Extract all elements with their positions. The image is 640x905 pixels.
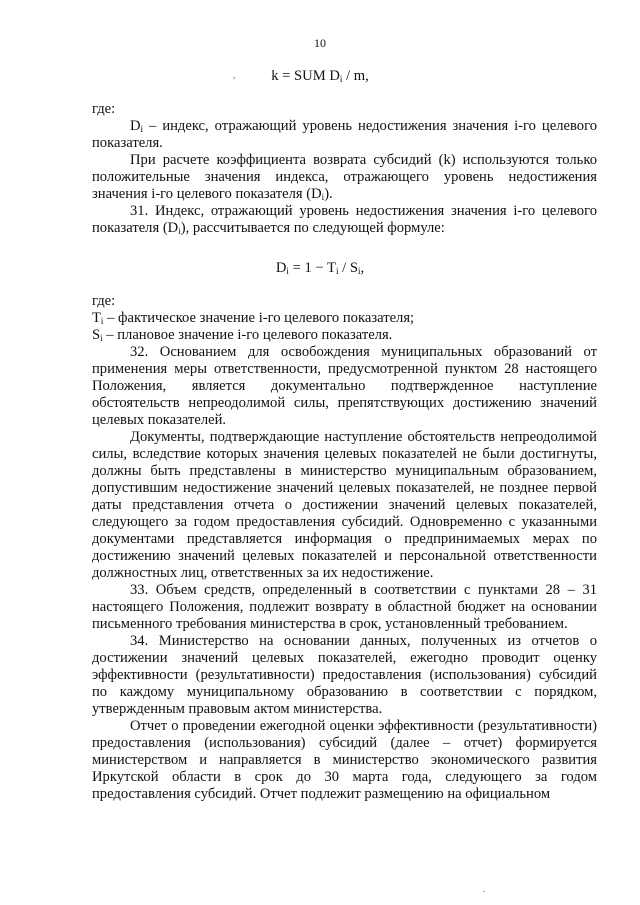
scan-speck: . (483, 884, 486, 894)
definition-d-text: – индекс, отражающий уровень недостижения значения i-го целевого показателя. (92, 118, 597, 151)
symbol-d-sub: i (140, 124, 144, 134)
page-number: 10 (314, 36, 326, 50)
paragraph-34: 34. Министерство на основании данных, полученных из отчетов о достижении значений целевых показателей, ежегодно проводит оценку эффективности (результативности) предоставления (использования) субсидий по каждому муниципальному образованию в соответствии с порядком, утвержденным правовым актом министерства. (92, 633, 597, 717)
symbol-d: D (130, 118, 141, 134)
paragraph-k-text: При расчете коэффициента возврата субсидий (k) используются только положительные значения индекса, отражающего уровень недостижения значения i-го целевого показателя (D (92, 152, 597, 202)
formula-d-lhs-sub: i (286, 266, 289, 276)
paragraph-k-sub: i (321, 192, 325, 202)
paragraph-33: 33. Объем средств, определенный в соответствии с пунктами 28 – 31 настоящего Положения, подлежит возврату в областной бюджет на основании письменного требования министерства в срок, установленный требованием. (92, 582, 597, 632)
paragraph-report: Отчет о проведении ежегодной оценки эффективности (результативности) предоставления (использования) субсидий (далее – отчет) формируется министерством и направляется в министерство экономического развития Иркутской области в срок до 30 марта года, следующего за годом предоставления субсидий. Отчет подлежит размещению на официальном (92, 718, 597, 802)
symbol-t-sub: i (100, 316, 104, 326)
paragraph-documents: Документы, подтверждающие наступление обстоятельств непреодолимой силы, вследствие которых значения целевых показателей не были достигнуты, должны быть представлены в министерство муниципальным образованием, допустившим недостижение значений целевых показателей, не позднее первой даты представления отчета о достижении значений целевых показателей, следующего за годом предоставления субсидий. Одновременно с указанными документами представляется информация о предпринимаемых мерах по достижению значений целевых показателей и персональной ответственности должностных лиц, ответственных за их недостижение. (92, 429, 597, 581)
paragraph-31-sub: i (178, 226, 181, 236)
paragraph-k-end: ). (324, 186, 333, 202)
symbol-s-sub: i (100, 333, 103, 343)
text-block-1 (92, 101, 597, 237)
formula-d-lhs: D (275, 260, 287, 276)
paragraph-32: 32. Основанием для освобождения муниципальных образований от применения меры ответственности, предусмотренной пунктом 28 настоящего Положения, является документально подтвержденное наступление обстоятельств непреодолимой силы, препятствующих достижению значений целевых показателей. (92, 344, 597, 428)
paragraph-31 (92, 203, 597, 237)
where-label-1: где: (92, 101, 116, 117)
definition-s (92, 327, 597, 344)
symbol-s: S (92, 327, 101, 343)
formula-d-t-sub: i (335, 266, 339, 276)
formula-d-s-sub: i (357, 266, 361, 276)
definition-t-text: – фактическое значение i-го целевого показателя; (103, 310, 415, 326)
symbol-t: T (92, 310, 101, 326)
formula-d-end: , (360, 260, 365, 276)
formula-k (0, 66, 640, 86)
paragraph-31-end: ), рассчитывается по следующей формуле: (180, 220, 445, 236)
scan-speck: , (233, 70, 236, 80)
formula-k-rhs: / m, (342, 68, 369, 84)
where-label-2: где: (92, 293, 116, 309)
formula-d-mid: = 1 − T (288, 260, 336, 276)
formula-d (0, 258, 640, 278)
paragraph-k-note (92, 152, 597, 203)
formula-d-div: / S (338, 260, 358, 276)
formula-k-lhs: k = SUM D (271, 68, 340, 84)
definition-s-text: – плановое значение i-го целевого показателя. (102, 327, 393, 343)
definition-d (92, 118, 597, 152)
text-block-2 (92, 293, 597, 803)
paragraph-31-text: 31. Индекс, отражающий уровень недостижения значения i-го целевого показателя (D (92, 203, 597, 236)
definition-t (92, 310, 597, 327)
formula-k-sub: i (339, 74, 343, 84)
